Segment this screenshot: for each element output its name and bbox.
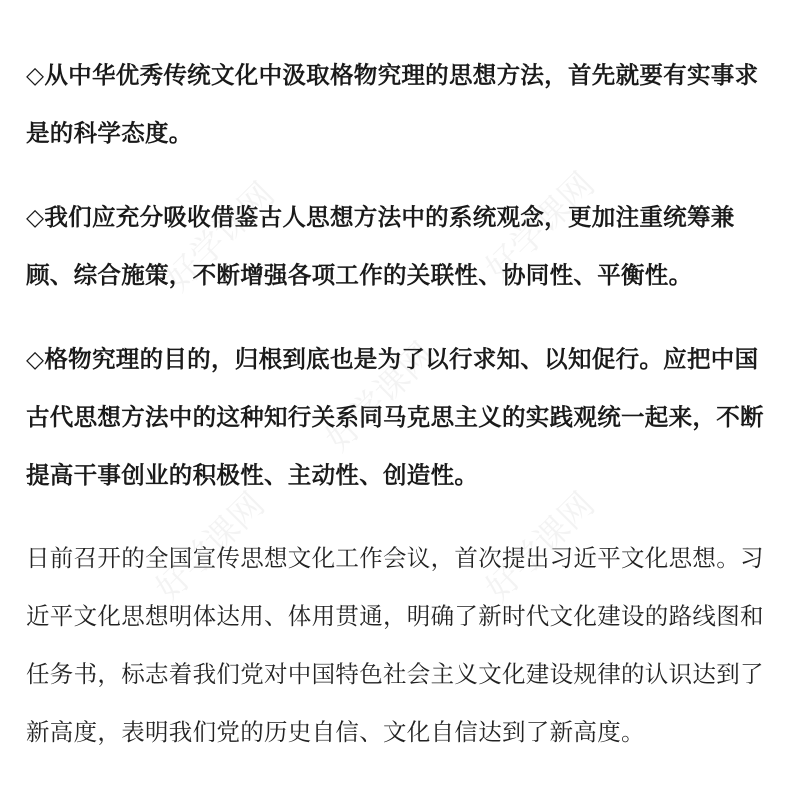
body-paragraph: 日前召开的全国宣传思想文化工作会议，首次提出习近平文化思想。习近平文化思想明体达用、体用贯通，明确了新时代文化建设的路线图和任务书，标志着我们党对中国特色社会主义文化建设规律的认识达到了新高度，表明我们党的历史自信、文化自信达到了新高度。 — [26, 544, 764, 746]
point-paragraph-3: ◇格物究理的目的，归根到底也是为了以行求知、以知促行。应把中国古代思想方法中的这种知行关系同马克思主义的实践观统一起来，不断提高干事创业的积极性、主动性、创造性。 — [26, 345, 764, 489]
watermark: 好学课网 — [318, 334, 443, 460]
watermark: 好学课网 — [478, 484, 603, 610]
point-paragraph-2: ◇我们应充分吸收借鉴古人思想方法中的系统观念，更加注重统筹兼顾、综合施策，不断增强各项工作的关联性、协同性、平衡性。 — [26, 203, 735, 289]
watermark: 好学课网 — [158, 174, 283, 300]
watermark: 好学课网 — [148, 484, 273, 610]
point-paragraph-1: ◇从中华优秀传统文化中汲取格物究理的思想方法，首先就要有实事求是的科学态度。 — [26, 61, 759, 147]
watermark: 好学课网 — [478, 164, 603, 290]
